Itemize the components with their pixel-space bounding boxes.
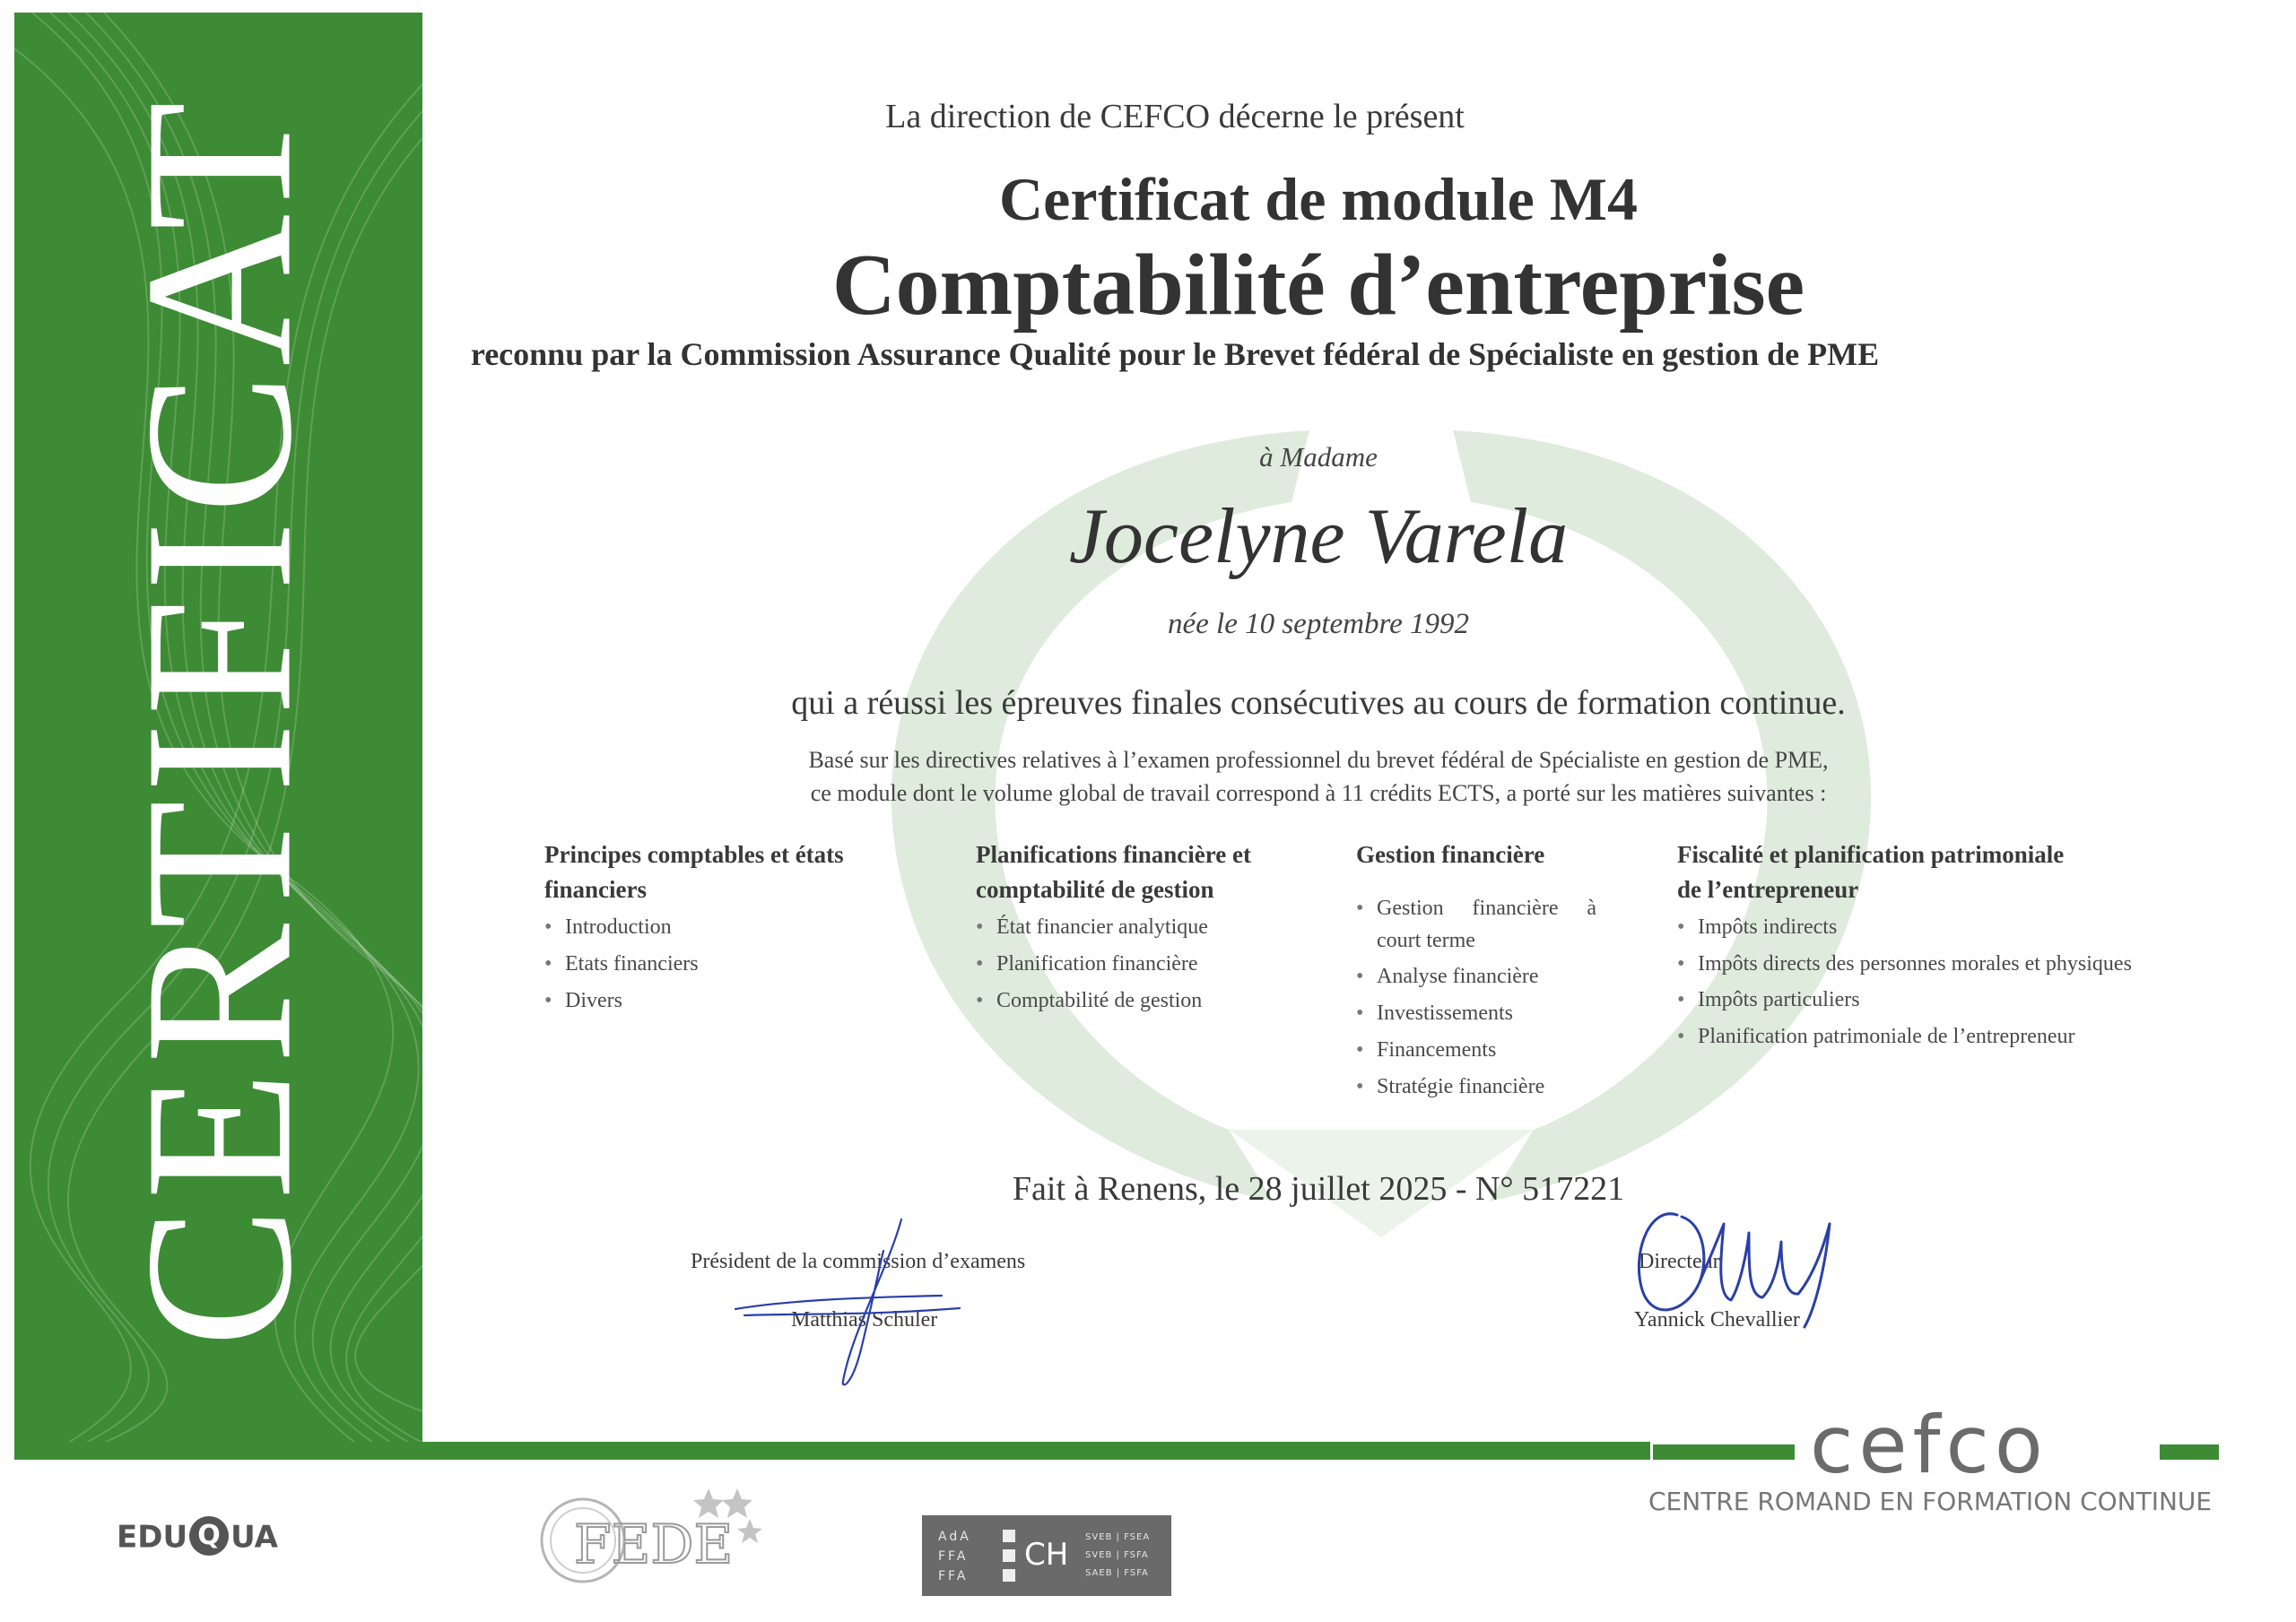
subject-item: • Impôts particuliers xyxy=(1677,984,2144,1017)
subject-title xyxy=(544,837,939,907)
subject-item: • Divers xyxy=(544,984,939,1018)
recipient-birth-date: née le 10 septembre 1992 xyxy=(1167,608,1469,640)
success-statement: qui a réussi les épreuves finales consécutives au cours de formation continue. xyxy=(791,684,1846,722)
eduqua-text-right: UA xyxy=(230,1519,278,1556)
subject-title-line: financiers xyxy=(544,876,647,903)
ada-ffa-label: FFA xyxy=(938,1549,969,1564)
subject-title-line: Fiscalité et planification patrimoniale xyxy=(1677,841,2065,868)
certificate-title: Certificat de module M4 xyxy=(999,165,1638,233)
subject-item: • Impôts directs des personnes morales et physiques xyxy=(1677,948,2144,980)
recognition-line: reconnu par la Commission Assurance Qualité pour le Brevet fédéral de Spécialiste en gestion de PME xyxy=(470,336,1880,372)
subject-title xyxy=(976,837,1326,907)
subject-title xyxy=(1356,837,1596,872)
handwritten-signature-right-icon xyxy=(1614,1197,1866,1331)
subject-title-line: Principes comptables et états xyxy=(544,841,844,868)
eduqua-q-badge: Q xyxy=(189,1516,229,1556)
subject-item: • Planification financière xyxy=(976,948,1326,981)
fede-logo-text: FEDE xyxy=(574,1514,734,1576)
subject-list xyxy=(544,911,939,1018)
subject-title xyxy=(1677,837,2144,907)
cefco-logo: cefco xyxy=(1810,1399,2048,1491)
basis-line-1: Basé sur les directives relatives à l’examen professionnel du brevet fédéral de Spécialiste en gestion de PME, xyxy=(808,747,1829,773)
subject-item: • Etats financiers xyxy=(544,948,939,981)
subject-item: • Comptabilité de gestion xyxy=(976,984,1326,1018)
place-date-number: Fait à Renens, le 28 juillet 2025 - N° 517221 xyxy=(1012,1170,1625,1208)
certificate-subject-title: Comptabilité d’entreprise xyxy=(831,237,1805,334)
subject-title-line: comptabilité de gestion xyxy=(976,876,1214,903)
ada-ffa-logo xyxy=(922,1515,1171,1596)
subject-item: • Stratégie financière xyxy=(1356,1071,1596,1104)
subject-item: • Introduction xyxy=(544,911,939,944)
basis-line-2: ce module dont le volume global de travail correspond à 11 crédits ECTS, a porté sur les matières suivantes : xyxy=(810,780,1827,806)
ada-ffa-square xyxy=(1003,1569,1015,1582)
salutation: à Madame xyxy=(1259,441,1378,473)
cefco-tagline: CENTRE ROMAND EN FORMATION CONTINUE xyxy=(1648,1487,2213,1516)
ada-ffa-label: AdA xyxy=(938,1530,971,1544)
subject-item: • Financements xyxy=(1356,1034,1596,1067)
subject-title-line: Gestion financière xyxy=(1356,841,1545,868)
ada-ffa-left-labels xyxy=(938,1527,971,1586)
signatory-right-role: Directeur xyxy=(1639,1250,1720,1273)
subject-title-line: de l’entrepreneur xyxy=(1677,876,1859,903)
subject-list xyxy=(1356,892,1596,1104)
ada-ffa-label: SVEB | FSEA xyxy=(1085,1532,1151,1542)
fede-logo-icon xyxy=(538,1478,780,1590)
subject-column xyxy=(544,837,939,1021)
eduqua-logo xyxy=(117,1514,305,1558)
ada-ffa-label: SVEB | FSFA xyxy=(1085,1550,1149,1560)
handwritten-signature-left-icon xyxy=(718,1215,987,1394)
footer-divider xyxy=(14,1442,1650,1460)
intro-line: La direction de CEFCO décerne le présent xyxy=(885,98,1465,135)
subject-item: • État financier analytique xyxy=(976,911,1326,944)
subject-list xyxy=(1677,911,2144,1054)
recipient-name: Jocelyne Varela xyxy=(1068,493,1569,580)
ada-ffa-ch: CH xyxy=(1024,1537,1069,1573)
ada-ffa-label: SAEB | FSFA xyxy=(1085,1568,1149,1578)
subject-item: • Impôts indirects xyxy=(1677,911,2144,944)
signatory-left-name: Matthias Schuler xyxy=(791,1308,938,1331)
signatory-right-name: Yannick Chevallier xyxy=(1634,1308,1800,1331)
footer-divider-segment xyxy=(2160,1444,2219,1460)
subject-title-line: Planifications financière et xyxy=(976,841,1251,868)
subject-item: • Gestion financière à court terme xyxy=(1356,892,1596,957)
eduqua-text-left: EDU xyxy=(117,1519,188,1556)
subject-item: • Planification patrimoniale de l’entrepreneur xyxy=(1677,1020,2144,1054)
subject-column xyxy=(1356,837,1596,1107)
ada-ffa-square xyxy=(1003,1530,1015,1542)
subject-column xyxy=(1677,837,2144,1057)
ada-ffa-label: FFA xyxy=(938,1569,969,1583)
eduqua-wordmark xyxy=(117,1514,278,1560)
ada-ffa-right-labels xyxy=(1085,1529,1150,1583)
ada-ffa-square xyxy=(1003,1549,1015,1562)
band-vertical-title: CERTIFICAT xyxy=(101,94,335,1348)
signatory-left-role: Président de la commission d’examens xyxy=(691,1250,1026,1273)
subject-item: • Analyse financière xyxy=(1356,960,1596,993)
subject-item: • Investissements xyxy=(1356,997,1596,1030)
subject-list xyxy=(976,911,1326,1018)
footer-divider-segment xyxy=(1653,1444,1795,1460)
subject-column xyxy=(976,837,1326,1021)
